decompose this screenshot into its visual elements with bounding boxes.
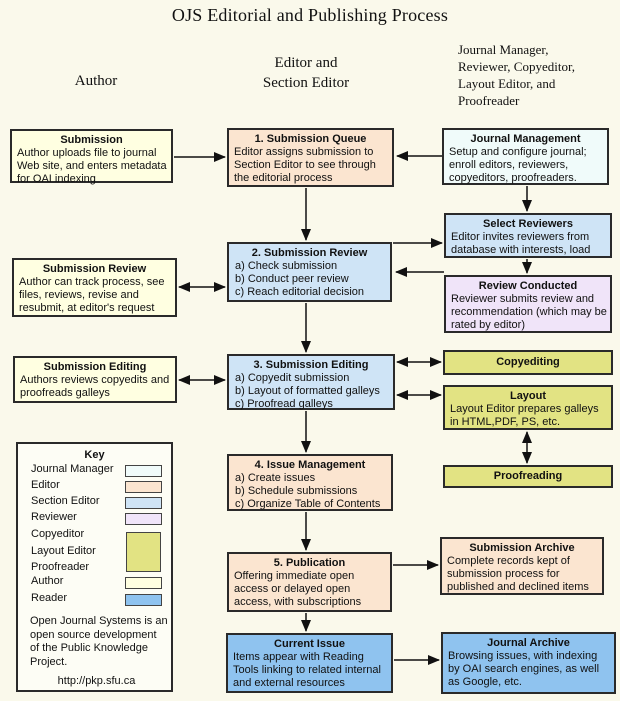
legend-note: Open Journal Systems is an open source development of the Public Knowledge Project. bbox=[30, 615, 168, 668]
submission-box bbox=[10, 129, 173, 183]
publication-box-body: Offering immediate open access or delayed open access, with subscriptions bbox=[234, 570, 362, 608]
legend-swatch-copyeditor-layout-proofreader bbox=[126, 532, 161, 572]
issue-management-step-c: c) Organize Table of Contents bbox=[235, 498, 381, 510]
legend-title: Key bbox=[84, 449, 105, 461]
legend-swatch-section-editor bbox=[125, 497, 162, 509]
column-header-editor-line1: Editor and bbox=[274, 55, 338, 71]
submission-review-author-box bbox=[12, 258, 177, 317]
column-header-author: Author bbox=[74, 73, 118, 89]
review-conducted-box-body: Reviewer submits review and recommendation (which may be rated by editor) bbox=[451, 293, 607, 331]
submission-editing-author-box-title: Submission Editing bbox=[43, 361, 147, 373]
review-conducted-box bbox=[444, 275, 612, 333]
legend-label-proofreader: Proofreader bbox=[31, 561, 90, 573]
publication-box bbox=[227, 552, 392, 612]
submission-box-body: Author uploads file to journal Web site, and enters metadata for OAI indexing bbox=[17, 147, 167, 185]
legend-label-section-editor: Section Editor bbox=[31, 495, 100, 507]
review-conducted-box-title: Review Conducted bbox=[478, 280, 578, 292]
legend-label-author: Author bbox=[31, 575, 64, 587]
layout-box-body: Layout Editor prepares galleys in HTML,PDF, PS, etc. bbox=[450, 403, 599, 428]
submission-queue-box-body: Editor assigns submission to Section Editor to see through the editorial process bbox=[234, 146, 376, 184]
copyediting-box-title: Copyediting bbox=[496, 356, 560, 368]
legend-label-journal-manager: Journal Manager bbox=[31, 463, 114, 475]
legend-swatch-editor bbox=[125, 481, 162, 493]
column-header-manager bbox=[458, 41, 614, 109]
copyediting-box bbox=[443, 350, 613, 375]
layout-box bbox=[443, 385, 613, 430]
submission-review-author-box-title: Submission Review bbox=[42, 263, 147, 275]
submission-editing-box bbox=[227, 354, 395, 410]
journal-management-box-title: Journal Management bbox=[470, 133, 581, 145]
submission-editing-box-title: 3. Submission Editing bbox=[253, 359, 369, 371]
journal-archive-box bbox=[441, 632, 616, 694]
submission-archive-box bbox=[440, 537, 604, 595]
column-header-manager-line3: Layout Editor, and bbox=[458, 76, 556, 91]
current-issue-box-body: Items appear with Reading Tools linking to related internal and external resources bbox=[233, 651, 381, 689]
current-issue-box bbox=[226, 633, 393, 693]
journal-archive-box-body: Browsing issues, with indexing by OAI search engines, as well as Google, etc. bbox=[448, 650, 600, 688]
proofreading-box bbox=[443, 465, 613, 488]
legend bbox=[16, 442, 173, 692]
issue-management-step-b: b) Schedule submissions bbox=[235, 485, 358, 497]
submission-review-box bbox=[227, 242, 392, 302]
submission-queue-box bbox=[227, 128, 394, 187]
current-issue-box-title: Current Issue bbox=[274, 638, 345, 650]
submission-archive-box-body: Complete records kept of submission process for published and declined items bbox=[447, 555, 589, 593]
submission-editing-author-box-body: Authors reviews copyedits and proofreads galleys bbox=[20, 374, 170, 399]
select-reviewers-box-title: Select Reviewers bbox=[483, 218, 573, 230]
submission-archive-box-title: Submission Archive bbox=[469, 542, 575, 554]
column-header-manager-line2: Reviewer, Copyeditor, bbox=[458, 59, 576, 74]
legend-swatch-author bbox=[125, 577, 162, 589]
legend-label-layout-editor: Layout Editor bbox=[31, 545, 96, 557]
legend-label-editor: Editor bbox=[31, 479, 60, 491]
legend-swatch-reviewer bbox=[125, 513, 162, 525]
submission-review-box-title: 2. Submission Review bbox=[251, 247, 368, 259]
legend-swatch-journal-manager bbox=[125, 465, 162, 477]
submission-editing-step-b: b) Layout of formatted galleys bbox=[235, 385, 380, 397]
submission-box-title: Submission bbox=[60, 134, 123, 146]
submission-review-step-c: c) Reach editorial decision bbox=[235, 286, 365, 298]
submission-editing-step-a: a) Copyedit submission bbox=[235, 372, 350, 384]
publication-box-title: 5. Publication bbox=[273, 557, 346, 569]
submission-queue-box-title: 1. Submission Queue bbox=[254, 133, 367, 145]
issue-management-step-a: a) Create issues bbox=[235, 472, 316, 484]
submission-review-step-b: b) Conduct peer review bbox=[235, 273, 349, 285]
issue-management-box bbox=[227, 454, 393, 511]
journal-archive-box-title: Journal Archive bbox=[487, 637, 570, 649]
legend-label-reviewer: Reviewer bbox=[31, 511, 77, 523]
page-title: OJS Editorial and Publishing Process bbox=[171, 5, 449, 25]
column-header-editor-line2: Section Editor bbox=[262, 75, 350, 91]
submission-review-author-box-body: Author can track process, see files, reviews, revise and resubmit, at editor's request bbox=[19, 276, 165, 314]
legend-label-reader: Reader bbox=[31, 592, 68, 604]
legend-swatch-reader bbox=[125, 594, 162, 606]
issue-management-box-title: 4. Issue Management bbox=[254, 459, 366, 471]
submission-review-step-a: a) Check submission bbox=[235, 260, 338, 272]
legend-label-copyeditor: Copyeditor bbox=[31, 528, 85, 540]
select-reviewers-box-body: Editor invites reviewers from database with interests, load bbox=[451, 231, 591, 256]
pkp-url: http://pkp.sfu.ca bbox=[57, 675, 136, 687]
journal-management-box-body: Setup and configure journal; enroll editors, reviewers, copyeditors, proofreaders. bbox=[449, 146, 587, 184]
submission-editing-author-box bbox=[13, 356, 177, 403]
column-header-manager-line4: Proofreader bbox=[458, 93, 520, 108]
layout-box-title: Layout bbox=[509, 390, 547, 402]
column-header-manager-line1: Journal Manager, bbox=[458, 42, 549, 57]
proofreading-box-title: Proofreading bbox=[493, 470, 563, 482]
column-header-editor bbox=[231, 53, 381, 93]
journal-management-box bbox=[442, 128, 609, 185]
select-reviewers-box bbox=[444, 213, 612, 258]
submission-editing-step-c: c) Proofread galleys bbox=[235, 398, 333, 410]
